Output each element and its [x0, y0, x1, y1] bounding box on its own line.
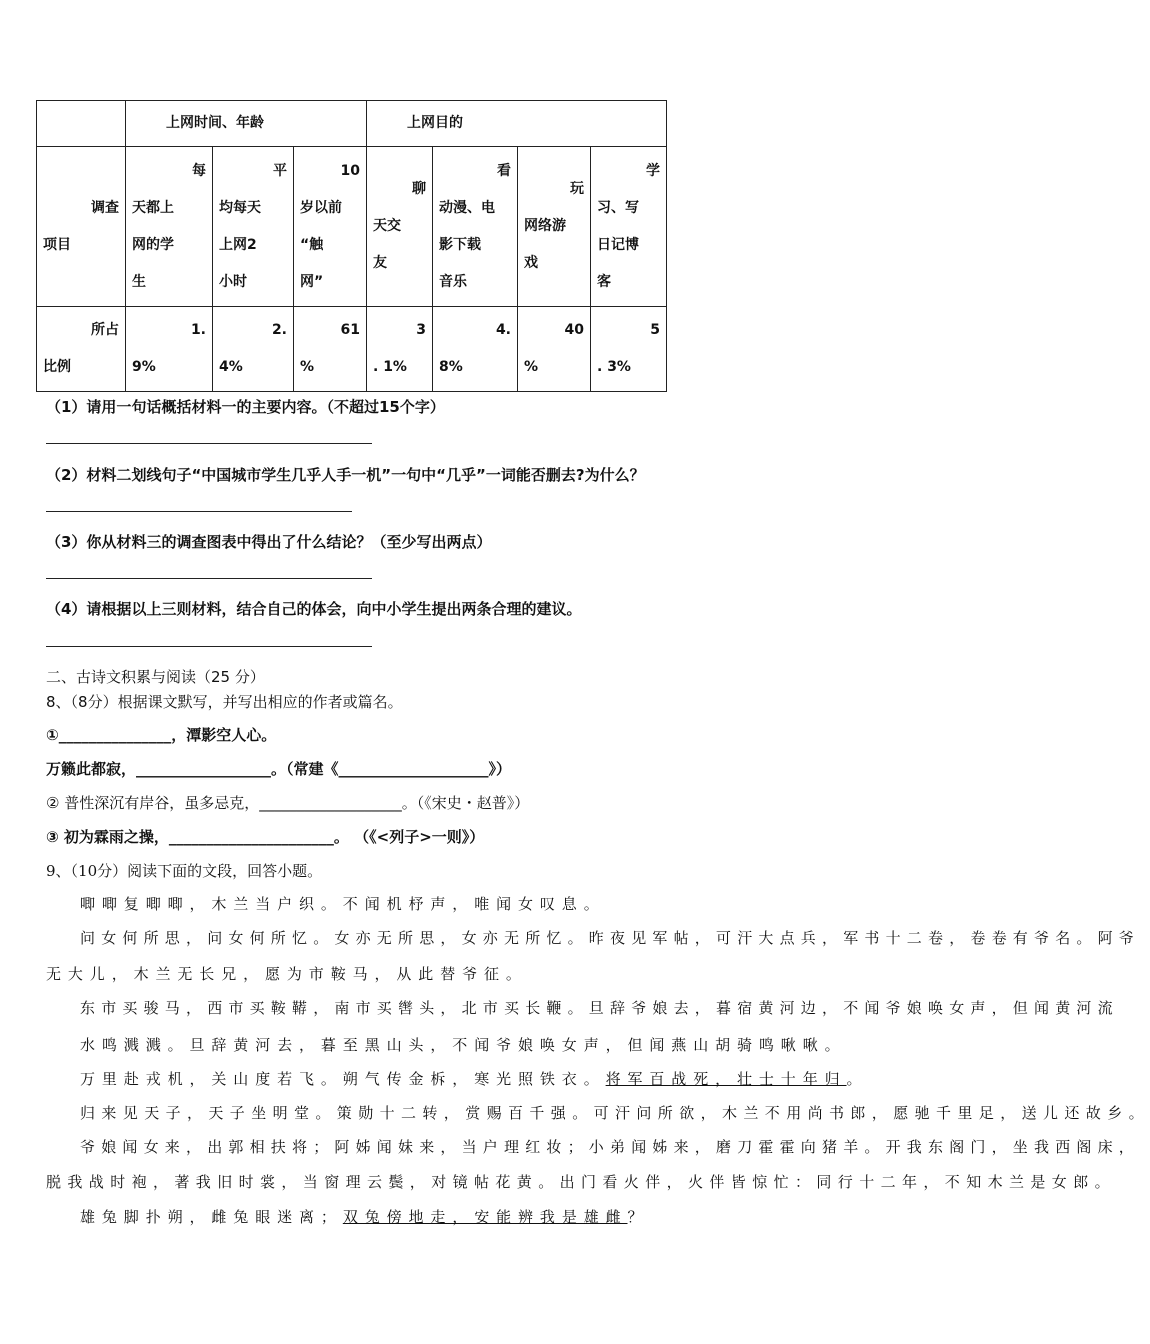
cell-text: 40	[564, 322, 584, 338]
answer-line[interactable]	[46, 578, 372, 579]
passage-line	[80, 1034, 847, 1055]
cell-text: 聊	[412, 181, 426, 197]
cell-text: 9%	[132, 359, 156, 375]
cell-text: 音乐	[439, 273, 467, 290]
cell-text: . 1%	[373, 359, 407, 375]
cell-text: 戏	[524, 255, 538, 271]
header-group: 上网目的	[367, 101, 667, 147]
cell-text: 1.	[190, 322, 206, 338]
table-corner-cell	[37, 101, 126, 147]
answer-line[interactable]	[46, 646, 372, 647]
question-1: （1）请用一句话概括材料一的主要内容。（不超过15个字）	[46, 398, 445, 416]
question-3: （3）你从材料三的调查图表中得出了什么结论？（至少写出两点）	[46, 533, 492, 551]
ratio-cell	[591, 307, 667, 392]
cell-text: . 3%	[597, 359, 631, 375]
q8-line: ①_______________，潭影空人心。	[46, 726, 277, 744]
ratio-cell	[518, 307, 591, 392]
header-group: 上网时间、年龄	[126, 101, 367, 147]
passage-line	[80, 1206, 649, 1227]
line-text: 归来见天子，天子坐明堂。策勋十二转，赏赐百千强。可汗问所欲，木兰不用尚书郎，愿驰千里足，送儿还故乡。	[80, 1104, 1150, 1122]
cell-text: 影下载	[439, 236, 481, 253]
column-header	[367, 147, 433, 307]
passage-line	[80, 1102, 1150, 1123]
cell-text: 小时	[219, 273, 247, 290]
answer-line[interactable]	[46, 443, 372, 444]
passage-line	[80, 1068, 868, 1089]
cell-text: 看	[497, 162, 511, 179]
q8-line: ② 普性深沉有岸谷，虽多忌克，___________________。（《宋史・赵普》）	[46, 794, 530, 812]
cell-text: 上网2	[219, 236, 257, 253]
ratio-cell	[213, 307, 294, 392]
cell-text: 网”	[300, 273, 324, 290]
cell-text: “触	[300, 236, 324, 253]
column-header	[126, 147, 213, 307]
column-header	[213, 147, 294, 307]
cell-text: 岁以前	[300, 199, 342, 216]
line-text: 无大儿，木兰无长兄，愿为市鞍马，从此替爷征。	[46, 965, 528, 983]
cell-text: 4.	[495, 322, 511, 338]
cell-text: 8%	[439, 359, 463, 375]
q9-title: 9、（10分）阅读下面的文段，回答小题。	[46, 862, 323, 880]
cell-text: 习、写	[597, 199, 639, 216]
answer-line[interactable]	[46, 511, 352, 512]
survey-table	[36, 100, 667, 392]
passage-line	[80, 927, 1140, 948]
cell-text: 3	[416, 322, 426, 338]
q8-line: ③ 初为霖雨之操，______________________。 （《<列子>一则》）	[46, 828, 485, 846]
passage-line	[80, 893, 606, 914]
cell-text: 平	[273, 162, 287, 179]
column-header	[294, 147, 367, 307]
passage-line	[80, 997, 1119, 1018]
cell-text: %	[300, 359, 315, 375]
passage-line	[80, 1136, 1140, 1157]
cell-text: %	[524, 359, 539, 375]
cell-text: 4%	[219, 359, 243, 375]
cell-text: 均每天	[219, 199, 261, 216]
cell-text: 天都上	[132, 199, 174, 216]
line-text: 东市买骏马，西市买鞍鞯，南市买辔头，北市买长鞭。旦辞爷娘去，暮宿黄河边，不闻爷娘唤女声，但闻黄河流	[80, 999, 1119, 1017]
cell-text: 动漫、电	[439, 199, 495, 216]
line-text: 爷娘闻女来，出郭相扶将；阿姊闻妹来，当户理红妆；小弟闻姊来，磨刀霍霍向猪羊。开我东阁门，坐我西阁床，	[80, 1138, 1141, 1156]
section-heading: 二、古诗文积累与阅读（25 分）	[46, 668, 265, 686]
ratio-cell	[126, 307, 213, 392]
line-text: 雄兔脚扑朔，雌兔眼迷离；	[80, 1208, 343, 1226]
cell-text: 每	[192, 162, 206, 179]
ratio-label: 所占 比例	[37, 307, 126, 392]
column-header	[591, 147, 667, 307]
line-end: ？	[627, 1208, 650, 1226]
line-text: 万里赴戎机，关山度若飞。朔气传金柝，寒光照铁衣。	[80, 1070, 606, 1088]
cell-text: 友	[373, 255, 387, 271]
column-header	[433, 147, 518, 307]
cell-text: 网络游	[524, 218, 566, 234]
cell-text: 学	[646, 162, 660, 179]
line-text: 问女何所思，问女何所忆。女亦无所思，女亦无所忆。昨夜见军帖，可汗大点兵，军书十二卷，卷卷有爷名。阿爷	[80, 929, 1141, 947]
cell-text: 生	[132, 273, 146, 290]
row-label: 调查 项目	[37, 147, 126, 307]
column-header	[518, 147, 591, 307]
question-2: （2）材料二划线句子“中国城市学生几乎人手一机”一句中“几乎”一词能否删去?为什么？	[46, 466, 645, 484]
cell-text: 2.	[271, 322, 287, 338]
passage-line	[46, 963, 528, 984]
line-text: 脱我战时袍，著我旧时裳，当窗理云鬓，对镜帖花黄。出门看火伴，火伴皆惊忙：同行十二年，不知木兰是女郎。	[46, 1173, 1117, 1191]
cell-text: 玩	[570, 181, 584, 197]
passage-line	[46, 1171, 1116, 1192]
cell-text: 日记博	[597, 236, 639, 253]
cell-text: 10	[340, 162, 360, 179]
cell-text: 天交	[373, 218, 401, 234]
cell-text: 5	[650, 322, 660, 338]
line-end: 。	[846, 1070, 869, 1088]
cell-text: 网的学	[132, 236, 174, 253]
cell-text: 61	[340, 322, 360, 338]
underlined-sentence: 将军百战死，壮士十年归	[605, 1070, 847, 1088]
q8-line: 万籁此都寂，__________________。（常建《____________________》）	[46, 760, 512, 778]
cell-text: 客	[597, 273, 611, 290]
underlined-sentence: 双兔傍地走，安能辨我是雄雌	[342, 1208, 628, 1226]
ratio-cell	[294, 307, 367, 392]
line-text: 唧唧复唧唧，木兰当户织。不闻机杼声，唯闻女叹息。	[80, 895, 606, 913]
ratio-cell	[367, 307, 433, 392]
line-text: 水鸣溅溅。旦辞黄河去，暮至黑山头，不闻爷娘唤女声，但闻燕山胡骑鸣啾啾。	[80, 1036, 847, 1054]
question-4: （4）请根据以上三则材料，结合自己的体会，向中小学生提出两条合理的建议。	[46, 600, 582, 618]
q8-title: 8、（8分）根据课文默写，并写出相应的作者或篇名。	[46, 693, 403, 711]
ratio-cell	[433, 307, 518, 392]
